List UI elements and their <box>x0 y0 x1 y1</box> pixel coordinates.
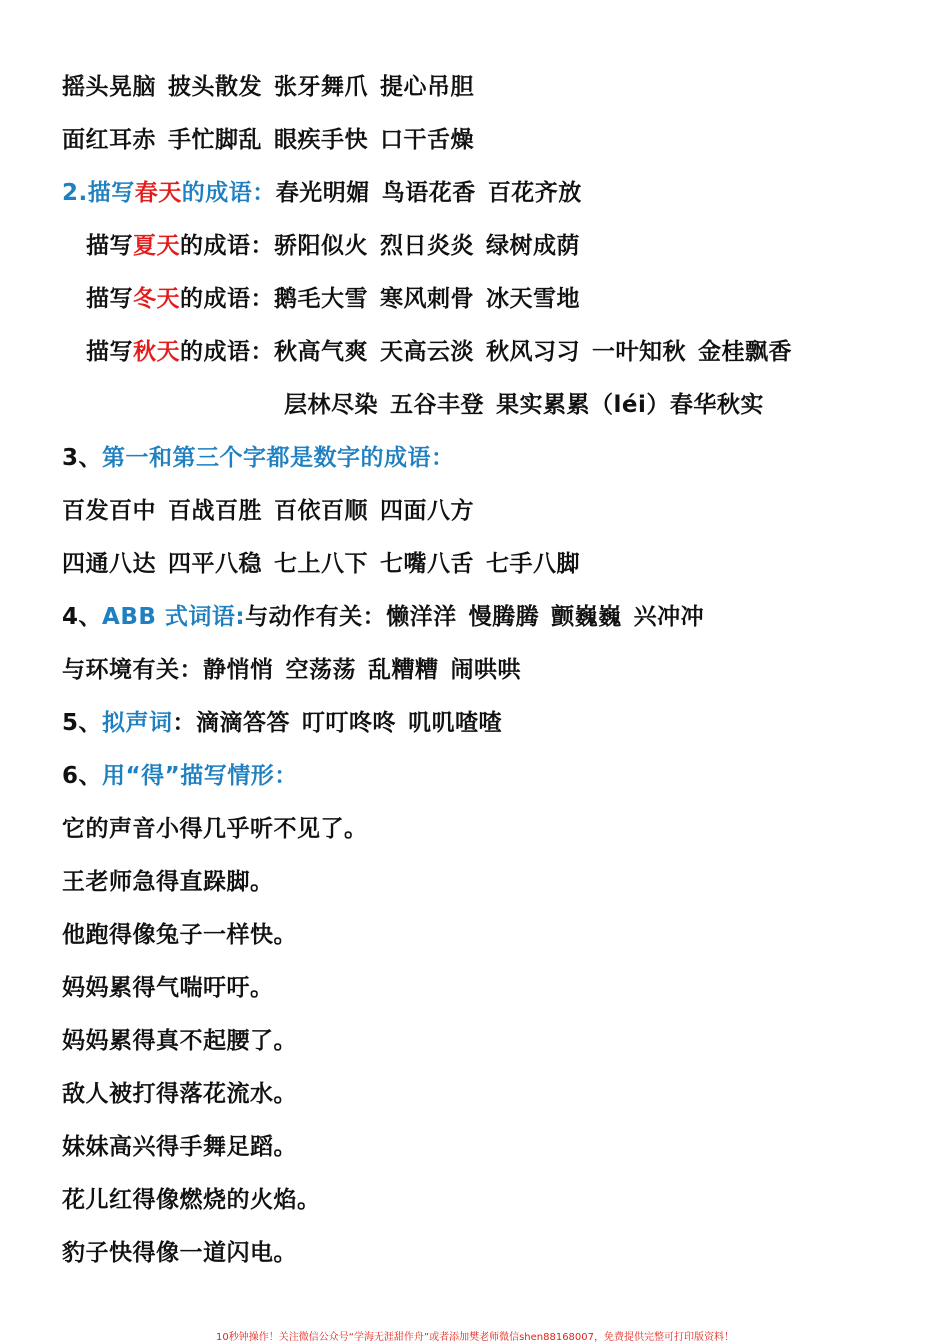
idiom: 百依百顺 <box>274 498 368 524</box>
word: 懒洋洋 <box>386 604 457 630</box>
section-number: 4、 <box>62 604 103 630</box>
word: 空荡荡 <box>285 657 356 683</box>
sentence: 它的声音小得几乎听不见了。 <box>62 816 368 842</box>
sentence: 妈妈累得气喘吁吁。 <box>62 975 274 1001</box>
idiom: 口干舌燥 <box>380 127 474 153</box>
heading-text: 描写 <box>86 286 133 312</box>
idiom: 鹅毛大雪 <box>274 286 368 312</box>
season-label: 夏天 <box>133 233 180 259</box>
idiom: 四面八方 <box>380 498 474 524</box>
section-title: 用“得”描写情形： <box>102 763 298 789</box>
heading-text: 的成语： <box>180 339 274 365</box>
idiom: 百花齐放 <box>487 180 582 206</box>
season-label: 冬天 <box>133 286 180 312</box>
colon: ： <box>172 710 197 736</box>
sentence: 妹妹高兴得手舞足蹈。 <box>62 1134 297 1160</box>
section-2-spring <box>62 178 594 208</box>
idiom: 层林尽染 <box>284 392 378 418</box>
sentence: 敌人被打得落花流水。 <box>62 1081 297 1107</box>
footer-notice: 10秒钟操作！关注微信公众号“学海无涯甜作舟”或者添加樊老师微信shen88168007，免费提供完整可打印版资料！ <box>215 1332 735 1343</box>
idiom: 春光明媚 <box>275 180 370 206</box>
heading-text: 描写 <box>87 180 135 206</box>
section-number: 3、 <box>62 445 103 471</box>
season-label: 秋天 <box>133 339 180 365</box>
idiom: 金桂飘香 <box>698 339 792 365</box>
sub-heading: 与环境有关： <box>62 657 203 683</box>
sentence: 妈妈累得真不起腰了。 <box>62 1028 297 1054</box>
idiom-row <box>62 496 486 526</box>
idiom: 寒风刺骨 <box>380 286 474 312</box>
section-title: 第一和第三个字都是数字的成语： <box>102 445 455 471</box>
heading-text: 描写 <box>86 233 133 259</box>
idiom-row <box>62 72 486 102</box>
idiom: 百战百胜 <box>168 498 262 524</box>
heading-text: 的成语： <box>180 286 274 312</box>
word: 乱糟糟 <box>368 657 439 683</box>
sentence: 他跑得像兔子一样快。 <box>62 922 297 948</box>
idiom: 百发百中 <box>62 498 156 524</box>
autumn-row-continued <box>284 390 776 420</box>
summer-row <box>86 231 592 261</box>
word: 慢腾腾 <box>468 604 540 630</box>
word: 叽叽喳喳 <box>408 710 503 736</box>
section-number: 5、 <box>62 710 103 736</box>
idiom: 秋风习习 <box>486 339 580 365</box>
idiom: 果实累累（léi）春华秋实 <box>496 392 764 418</box>
idiom: 五谷丰登 <box>390 392 484 418</box>
section-number: 2. <box>62 180 88 206</box>
idiom: 眼疾手快 <box>274 127 368 153</box>
word: 叮叮咚咚 <box>302 710 397 736</box>
idiom: 天高云淡 <box>380 339 474 365</box>
idiom-row <box>62 125 486 155</box>
environment-row <box>62 655 533 685</box>
word: 闹哄哄 <box>450 657 521 683</box>
section-title: 拟声词 <box>102 710 173 736</box>
heading-text: 的成语： <box>180 233 274 259</box>
section-4-heading <box>62 602 716 632</box>
idiom: 骄阳似火 <box>274 233 368 259</box>
idiom: 四通八达 <box>62 551 156 577</box>
sentence: 花儿红得像燃烧的火焰。 <box>62 1187 321 1213</box>
idiom: 鸟语花香 <box>381 180 476 206</box>
sentence: 王老师急得直跺脚。 <box>62 869 274 895</box>
idiom: 七上八下 <box>274 551 368 577</box>
idiom-row <box>62 549 592 579</box>
word: 兴冲冲 <box>633 604 705 630</box>
section-number: 6、 <box>62 763 103 789</box>
idiom: 一叶知秋 <box>592 339 686 365</box>
idiom: 烈日炎炎 <box>380 233 474 259</box>
heading-text: 的成语： <box>181 180 276 206</box>
heading-text: 描写 <box>86 339 133 365</box>
winter-row <box>86 284 592 314</box>
section-5-heading <box>62 708 514 738</box>
idiom: 手忙脚乱 <box>168 127 262 153</box>
sub-heading: 与动作有关： <box>245 604 387 630</box>
word: 静悄悄 <box>203 657 274 683</box>
idiom: 提心吊胆 <box>380 74 474 100</box>
section-title: ABB 式词语: <box>102 604 246 630</box>
idiom: 张牙舞爪 <box>274 74 368 100</box>
idiom: 七嘴八舌 <box>380 551 474 577</box>
idiom: 四平八稳 <box>168 551 262 577</box>
idiom: 绿树成荫 <box>486 233 580 259</box>
section-6-heading <box>62 761 298 791</box>
idiom: 七手八脚 <box>486 551 580 577</box>
idiom: 秋高气爽 <box>274 339 368 365</box>
sentence: 豹子快得像一道闪电。 <box>62 1240 297 1266</box>
idiom: 冰天雪地 <box>486 286 580 312</box>
word: 滴滴答答 <box>196 710 291 736</box>
word: 颤巍巍 <box>551 604 622 630</box>
section-3-heading <box>62 443 455 473</box>
idiom: 披头散发 <box>168 74 262 100</box>
idiom: 摇头晃脑 <box>62 74 156 100</box>
season-label: 春天 <box>134 180 182 206</box>
autumn-row <box>86 337 804 367</box>
idiom: 面红耳赤 <box>62 127 156 153</box>
